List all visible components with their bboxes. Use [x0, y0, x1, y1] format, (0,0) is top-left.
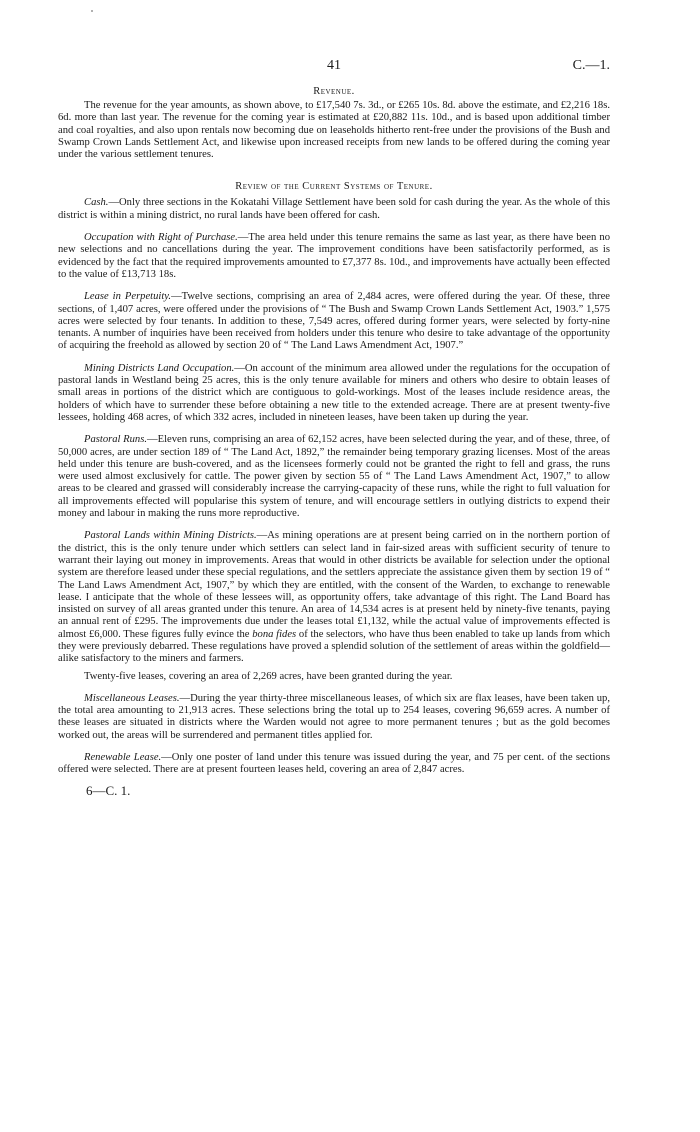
paragraph-text: —During the year thirty-three miscellaneous leases, of which six are flax leases, have been taken up, the total area amounting to 21,913 acres. These selections bring the total up to 254 leases, covering 96,659 acres. A number of these leases are situated in districts where the Warden would not agree to more permanent tenures ; but as the gold becomes worked out, the areas will be surrendered and permanent titles applied for.	[58, 692, 610, 741]
renewable-lease-paragraph	[58, 752, 610, 777]
occupation-paragraph	[58, 232, 610, 281]
paragraph-text: —The area held under this tenure remains the same as last year, as there have been no new selections and no cancellations during the year. The improvement conditions have been satisfactorily performed, as is evidenced by the fact that the required improvements amounted to £7,377 8s. 10d., and improvements have actually been effected to the value of £13,713 18s.	[58, 232, 610, 280]
paragraph-lead: Lease in Perpetuity.	[84, 291, 172, 303]
paragraph-lead: Cash.	[84, 197, 109, 209]
paragraph-text: —Twelve sections, comprising an area of 2,484 acres, were offered during the year. Of these, three sections, of 1,407 acres, were offered under the provisions of “ The Bush and Swamp Crown Lands Settlement Act, 1903.” 1,575 acres were selected by four tenants. In addition to these, 7,549 acres, offered during former years, were selected by forty-nine tenants. A number of inquiries have been received from holders under this tenure who desire to take advantage of the opportunity of acquiring the freehold as allowed by section 20 of “ The Land Laws Amendment Act, 1907.”	[58, 291, 610, 352]
paragraph-text: —Only three sections in the Kokatahi Village Settlement have been sold for cash during the year. As the whole of this district is within a mining district, no rural lands have been offered for cash.	[58, 197, 610, 221]
revenue-paragraph: The revenue for the year amounts, as shown above, to £17,540 7s. 3d., or £265 10s. 8d. above the estimate, and £2,216 18s. 6d. more than last year. The revenue for the coming year is estimated at £20,882 11s. 10d., and is based upon additional timber and coal royalties, and also upon rentals now becoming due on leaseholds hitherto rent-free under the provisions of the Bush and Swamp Crown Lands Settlement Act, and likewise upon increased receipts from new lands to be offered during the coming year under the various settlement tenures.	[58, 100, 610, 161]
paragraph-text: —Only one poster of land under this tenure was issued during the year, and 75 per cent. of the sections offered were selected. There are at present fourteen leases held, covering an area of 2,847 acres.	[58, 752, 610, 776]
pastoral-lands-paragraph	[58, 530, 610, 665]
signature-mark: 6—C. 1.	[86, 782, 131, 798]
pastoral-runs-paragraph	[58, 434, 610, 520]
paragraph-text: Twenty-five leases, covering an area of 2,269 acres, have been granted during the year.	[84, 670, 453, 682]
paragraph-lead: Mining Districts Land Occupation.	[84, 362, 235, 374]
review-heading: Review of the Current Systems of Tenure.	[235, 181, 433, 193]
revenue-heading: Revenue.	[313, 86, 355, 97]
paragraph-tail: of the selectors, who have thus been enabled to take up lands from which they were previously debarred. These regulations have proved a splendid solution of the settlement of areas within the goldfield—alike satisfactory to the miners and farmers.	[58, 628, 610, 665]
paragraph-text: —Eleven runs, comprising an area of 62,152 acres, have been selected during the year, and of these, three, of 50,000 acres, are under section 189 of “ The Land Act, 1892,” the remainder being temporary grazing licenses. Most of the areas held under this tenure are bush-covered, and as the licensees formerly could not be granted the right to fell and grass, the runs were used almost exclusively for cattle. The power given by section 55 of “ The Land Laws Amendment Act, 1907,” to allow areas to be cleared and grassed will considerably increase the carrying-capacity of these runs, while the right to full valuation for all improvements effected will popularise this system of tenure, and will encourage settlers in outlying districts to expend their money and labour in making the runs more reproductive.	[58, 434, 611, 520]
paragraph-lead: Renewable Lease.	[84, 752, 162, 764]
page-header	[58, 58, 610, 80]
paragraph-text: —On account of the minimum area allowed under the regulations for the occupation of pastoral lands in Westland being 25 acres, this is the only tenure available for miners and others who desire to obtain leases of small areas in portions of the district which are contiguous to gold-workings. Most of the leases include residence areas, the holders of which have to surrender these before obtaining a new title to the extended acreage. There are at present twenty-five lessees, holding 468 acres, of which 332 acres, included in nineteen leases, have been taken up during the year.	[58, 362, 611, 423]
paragraph-lead: Occupation with Right of Purchase.	[84, 232, 238, 244]
paragraph-lead: Miscellaneous Leases.	[84, 692, 180, 704]
mining-districts-paragraph	[58, 363, 610, 424]
document-reference: C.—1.	[572, 58, 610, 73]
page-number: 41	[327, 58, 341, 73]
cash-paragraph	[58, 197, 610, 222]
paragraph-italic: bona fides	[252, 628, 297, 640]
document-page	[58, 58, 610, 799]
miscellaneous-leases-paragraph	[58, 693, 610, 742]
leases-granted-paragraph	[58, 671, 610, 683]
paragraph-lead: Pastoral Lands within Mining Districts.	[84, 530, 257, 542]
paragraph-lead: Pastoral Runs.	[84, 434, 148, 446]
lease-perpetuity-paragraph	[58, 291, 610, 352]
paragraph-text: —As mining operations are at present being carried on in the northern portion of the district, this is the only tenure under which settlers can select land in fair-sized areas with sufficient security of tenure to warrant their laying out money in improvements. Areas that would in other districts be available for selection under the optional system are therefore leased under these special regulations, and the settlers appreciate the assistance given them by section 19 of “ The Land Laws Amendment Act, 1907,” by which they are entitled, with the consent of the Warden, to exchange to renewable lease. I anticipate that the whole of these lessees will, as opportunity offers, take advantage of this right. The Land Board has insisted on survey of all areas granted under this tenure. An area of 14,534 acres is at present held by ninety-five tenants, paying an annual rent of £295. The improvements due under the leases total £1,132, while the actual value of improvements effected is almost £6,000. These figures fully evince the	[58, 530, 610, 640]
scan-dot	[91, 10, 93, 12]
